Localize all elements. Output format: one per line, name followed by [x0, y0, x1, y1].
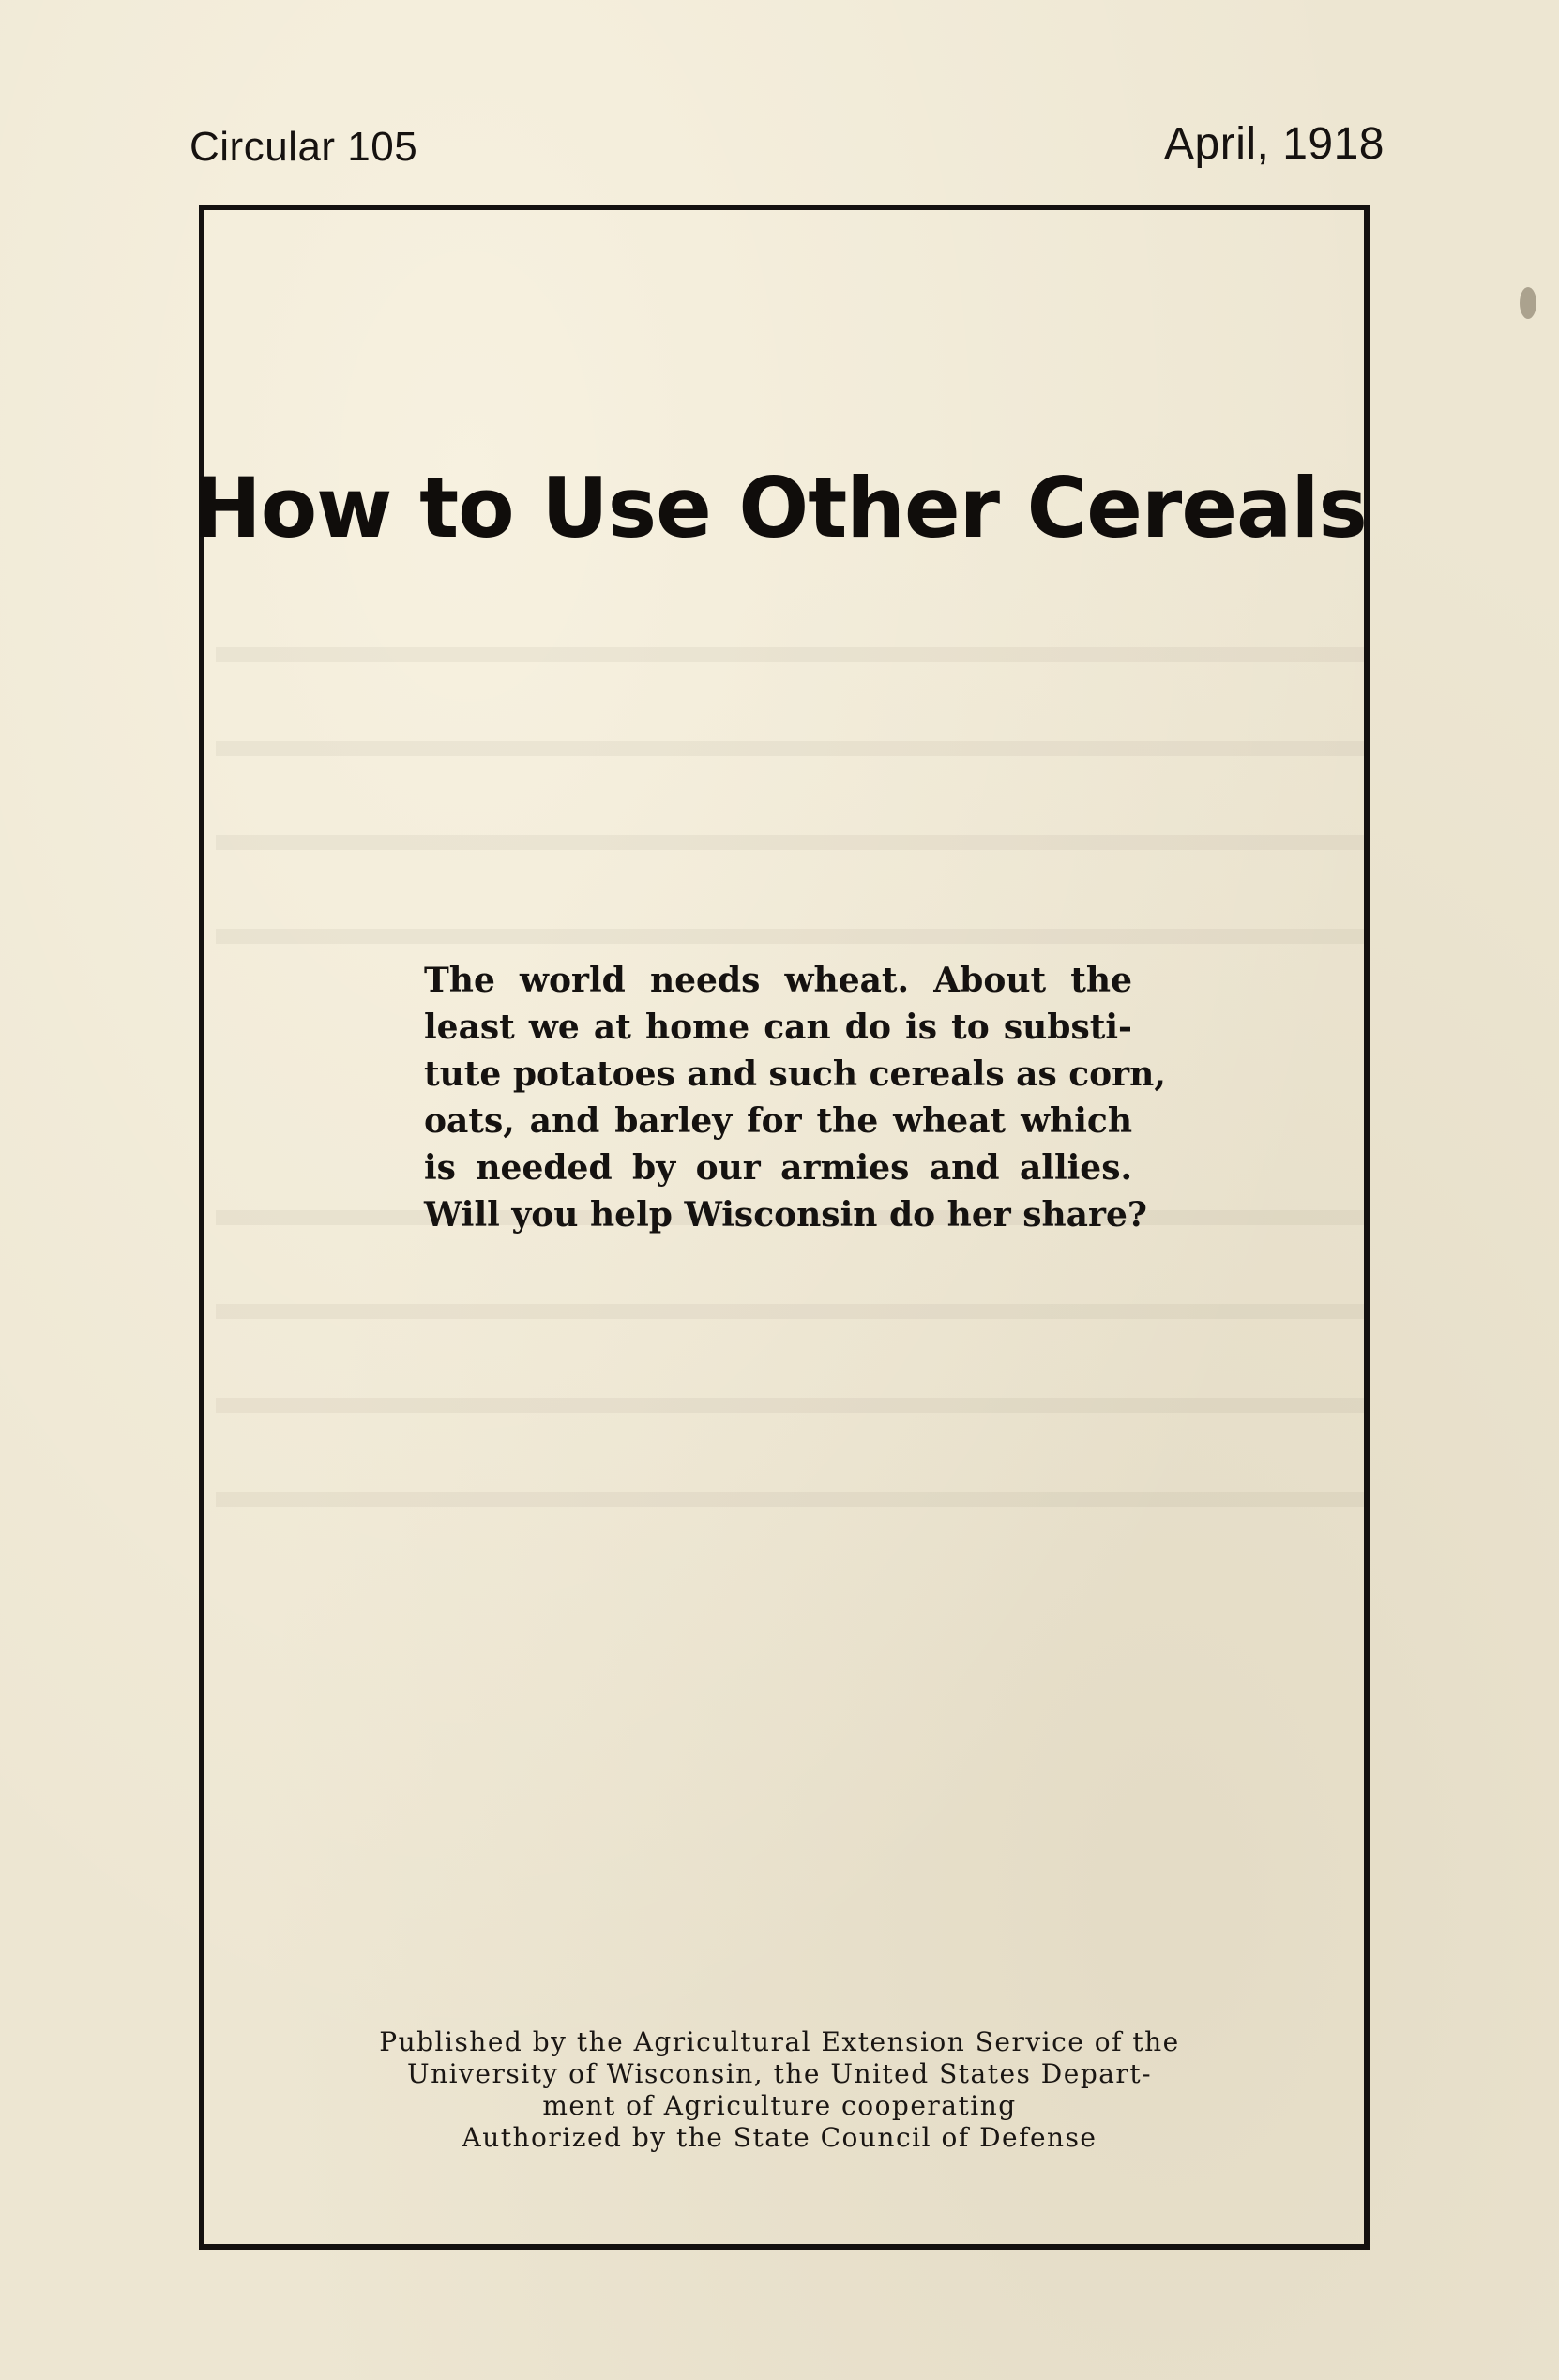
- publisher-line: University of Wisconsin, the United States Depart-: [406, 2058, 1153, 2089]
- publisher-line: Authorized by the State Council of Defense: [462, 2122, 1097, 2153]
- appeal-line: The world needs wheat. About the: [424, 961, 1132, 1000]
- appeal-line: least we at home can do is to substi-: [424, 1008, 1132, 1047]
- appeal-line: tute potatoes and such cereals as corn,: [424, 1054, 1166, 1094]
- appeal-line: oats, and barley for the wheat which: [424, 1101, 1132, 1141]
- publisher-notice: [0, 2026, 1559, 2154]
- paper-stain: [1520, 287, 1536, 319]
- appeal-line: is needed by our armies and allies.: [424, 1148, 1132, 1188]
- appeal-paragraph: [424, 957, 1166, 1238]
- circular-number: Circular 105: [189, 124, 418, 170]
- publisher-line: Published by the Agricultural Extension Service of the: [379, 2026, 1180, 2057]
- publication-date: April, 1918: [1164, 119, 1385, 169]
- appeal-line: Will you help Wisconsin do her share?: [424, 1195, 1147, 1235]
- publisher-line: ment of Agriculture cooperating: [542, 2090, 1017, 2121]
- page-title: How to Use Other Cereals: [192, 460, 1367, 556]
